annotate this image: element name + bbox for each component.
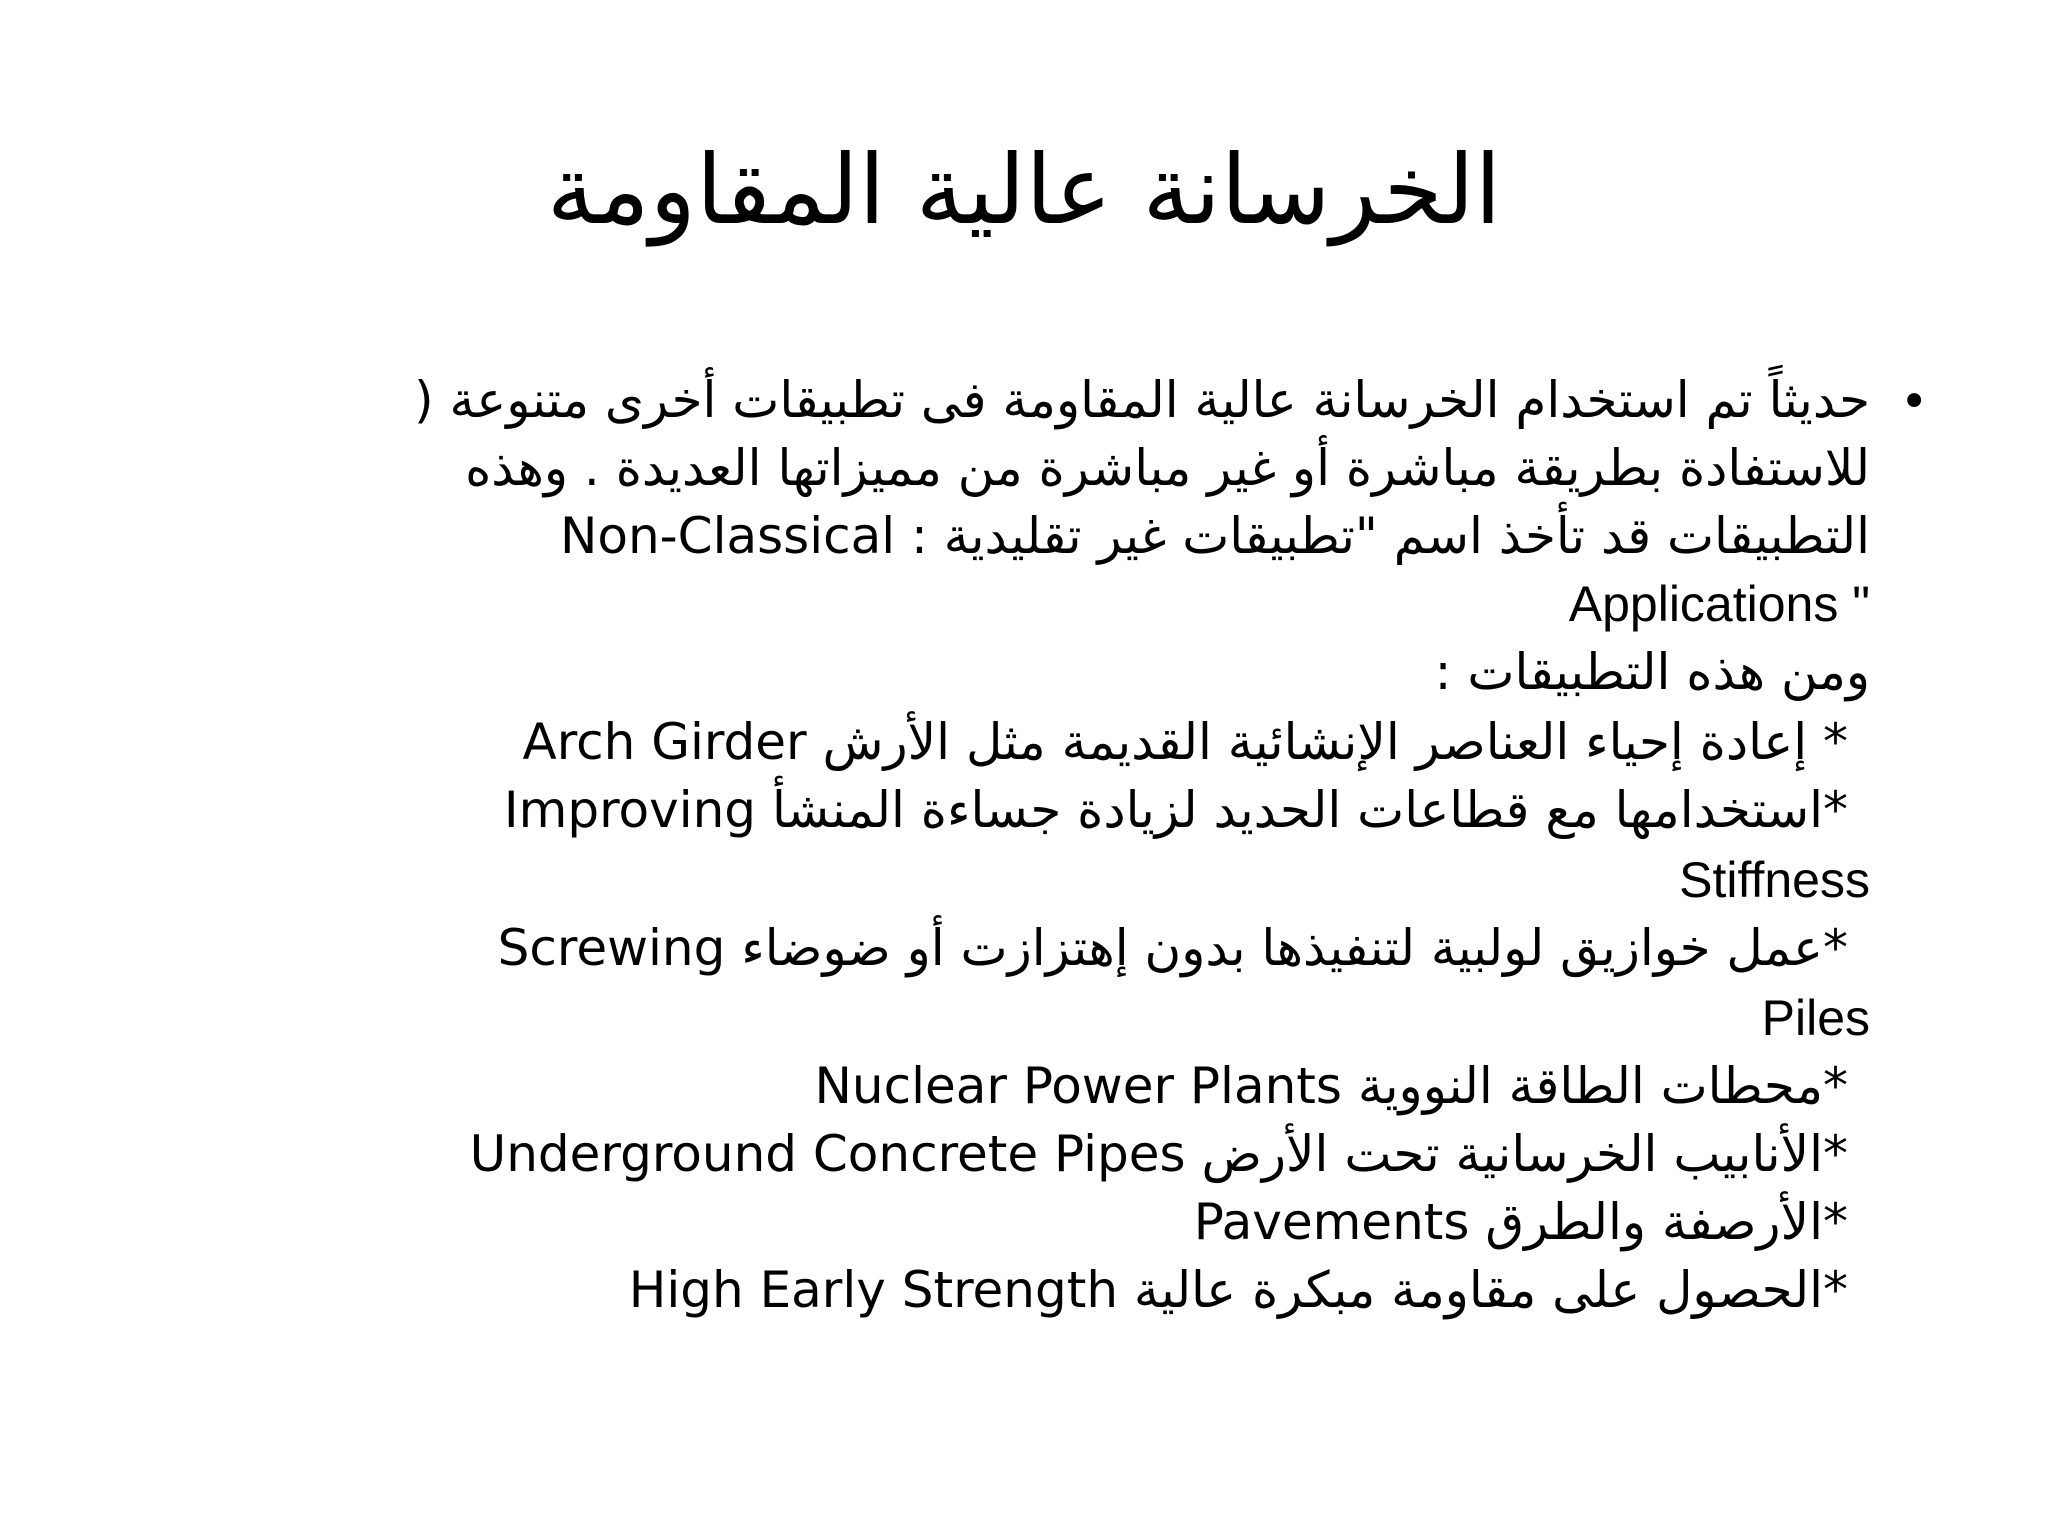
list-item-screwing-piles-cont: Piles [1761,990,1870,1046]
body-line-4: Applications " [1568,576,1870,632]
list-item-improving-stiffness: *استخدامها مع قطاعات الحديد لزيادة جساءة المنشأ Improving [503,781,1848,839]
list-item-high-early-strength: *الحصول على مقاومة مبكرة عالية High Early Strength [628,1261,1848,1319]
list-item-arch-girder: * إعادة إحياء العناصر الإنشائية القديمة مثل الأرش Arch Girder [522,713,1848,771]
list-item-underground-pipes: *الأنابيب الخرسانية تحت الأرض Underground Concrete Pipes [469,1125,1848,1183]
body-line-2: للاستفادة بطريقة مباشرة أو غير مباشرة من مميزاتها العديدة . وهذه [465,439,1870,497]
body-line-1: حديثاً تم استخدام الخرسانة عالية المقاومة فى تطبيقات أخرى متنوعة ( [414,371,1870,429]
list-item-improving-stiffness-cont: Stiffness [1679,852,1870,908]
body-line-5: ومن هذه التطبيقات : [1434,643,1870,701]
body-line-3: التطبيقات قد تأخذ اسم "تطبيقات غير تقليدية : Non-Classical [559,507,1870,565]
list-item-nuclear-power-plants: *محطات الطاقة النووية Nuclear Power Plants [814,1057,1848,1115]
bullet-marker: • [1900,374,1929,430]
slide-title: الخرسانة عالية المقاومة [546,134,1502,246]
list-item-pavements: *الأرصفة والطرق Pavements [1193,1193,1848,1251]
list-item-screwing-piles: *عمل خوازيق لولبية لتنفيذها بدون إهتزازت أو ضوضاء Screwing [497,919,1848,977]
